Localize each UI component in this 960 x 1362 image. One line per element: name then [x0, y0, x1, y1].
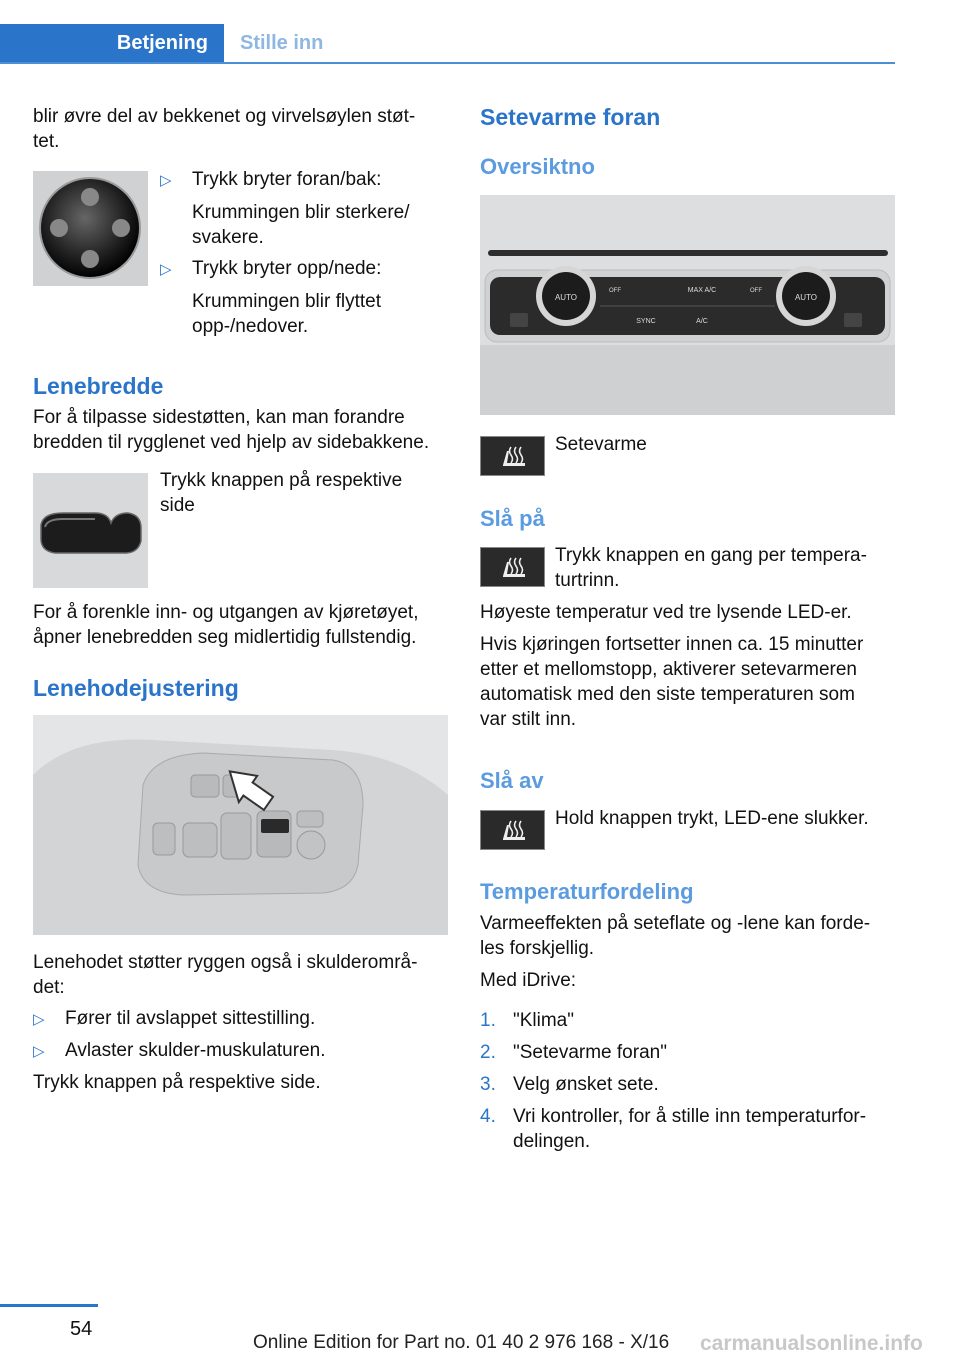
- temperaturfordeling-heading: Temperaturfordeling: [480, 879, 694, 904]
- svg-text:A/C: A/C: [696, 318, 708, 325]
- lenehode-text: Lenehodet støtter ryggen også i skulderområ- det:: [33, 952, 418, 998]
- lenebredde-heading: Lenebredde: [33, 373, 164, 399]
- step-3: 3. Velg ønsket sete.: [480, 1074, 659, 1095]
- seat-heating-icon: [480, 436, 545, 476]
- seat-controls-image: [33, 715, 448, 935]
- seat-heating-icon: [480, 810, 545, 850]
- lenebredde-text: For å tilpasse sidestøtten, kan man forandre bredden til rygglenet ved hjelp av sidebakkene.: [33, 407, 430, 453]
- idrive-text: Med iDrive:: [480, 970, 577, 991]
- triangle-right-icon: ▷: [160, 172, 172, 189]
- svg-text:OFF: OFF: [609, 288, 621, 294]
- temperaturfordeling-text: Varmeeffekten på seteflate og -lene kan forde- les forskjellig.: [480, 913, 871, 959]
- svg-text:MAX A/C: MAX A/C: [687, 287, 717, 294]
- lenebredde-button-text: Trykk knappen på respektive side: [160, 470, 403, 516]
- lenebredde-text-2: For å forenkle inn- og utgangen av kjøretøyet, åpner lenebredden seg midlertidig fullstendig.: [33, 602, 419, 648]
- step-4: 4. Vri kontroller, for å stille inn temperaturfor- delingen.: [480, 1106, 867, 1152]
- page-number: 54: [70, 1318, 93, 1340]
- hoyeste-text: Høyeste temperatur ved tre lysende LED-er.: [480, 602, 852, 623]
- step-1: 1. "Klima": [480, 1010, 574, 1031]
- lumbar-bullet-2: ▷ Trykk bryter opp/nede: Krummingen blir flyttet opp-/nedover.: [160, 258, 382, 337]
- seat-heating-icon: [480, 547, 545, 587]
- footer-rule: [0, 1304, 98, 1307]
- lenehode-heading: Lenehodejustering: [33, 675, 239, 701]
- edition-text: Online Edition for Part no. 01 40 2 976 168 - X/16: [253, 1332, 670, 1353]
- svg-text:AUTO: AUTO: [794, 293, 818, 302]
- lenehode-bullet-2: ▷ Avlaster skulder-muskulaturen.: [33, 1038, 453, 1064]
- svg-text:OFF: OFF: [750, 288, 762, 294]
- svg-text:SYNC: SYNC: [636, 318, 656, 325]
- tab-stille-inn[interactable]: Stille inn: [240, 31, 324, 54]
- oversikt-heading: Oversiktno: [480, 154, 595, 179]
- step-2: 2. "Setevarme foran": [480, 1042, 667, 1063]
- intro-text: blir øvre del av bekkenet og virvelsøylen støt- tet.: [33, 106, 416, 152]
- sla-av-text: Hold knappen trykt, LED-ene slukker.: [555, 808, 869, 829]
- tab-betjening[interactable]: Betjening: [0, 24, 224, 62]
- fortsetter-text: Hvis kjøringen fortsetter innen ca. 15 minutter etter et mellomstopp, aktiverer setevarmeren automatisk med den siste temperaturen som var stilt inn.: [480, 634, 864, 730]
- svg-text:AUTO: AUTO: [554, 293, 578, 302]
- triangle-right-icon: ▷: [33, 1011, 45, 1028]
- setevarme-heading: Setevarme foran: [480, 104, 661, 130]
- climate-panel-image: [480, 195, 895, 415]
- sla-pa-text: Trykk knappen en gang per tempera- turtrinn.: [555, 545, 867, 591]
- triangle-right-icon: ▷: [160, 261, 172, 278]
- lenehode-bullet-1: ▷ Fører til avslappet sittestilling.: [33, 1006, 453, 1032]
- triangle-right-icon: ▷: [33, 1043, 45, 1060]
- lenehode-final: Trykk knappen på respektive side.: [33, 1072, 321, 1093]
- lumbar-bullet-1: ▷ Trykk bryter foran/bak: Krummingen blir sterkere/ svakere.: [160, 169, 410, 248]
- sla-av-heading: Slå av: [480, 768, 544, 793]
- sla-pa-heading: Slå på: [480, 506, 545, 531]
- watermark: carmanualsonline.info: [700, 1332, 923, 1355]
- lumbar-switch-image: [33, 171, 148, 286]
- width-button-image: [33, 473, 148, 588]
- setevarme-label: Setevarme: [555, 434, 647, 455]
